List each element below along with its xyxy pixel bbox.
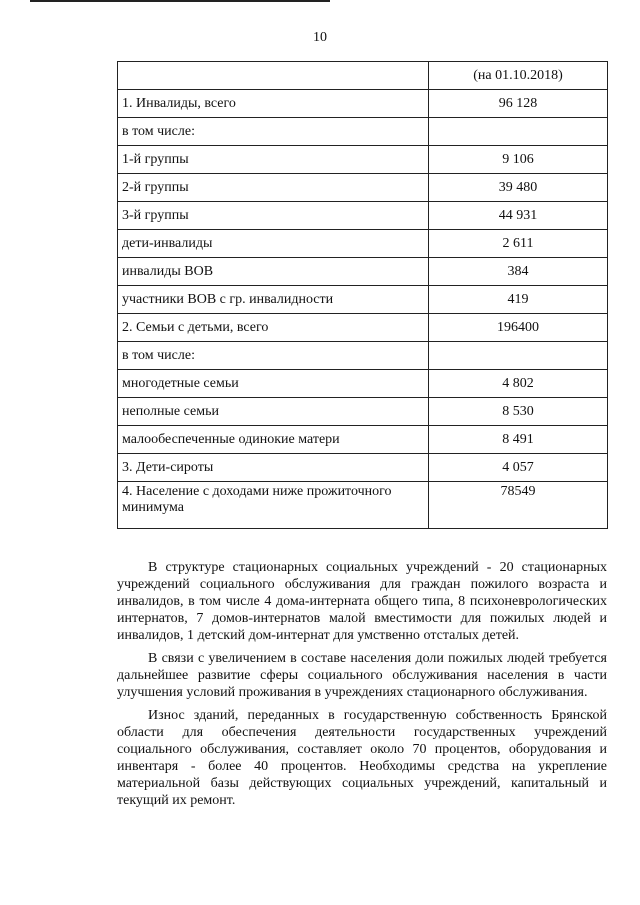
row-value: 8 530	[429, 398, 608, 426]
table-row	[118, 342, 608, 370]
top-rule	[30, 0, 330, 2]
table-row	[118, 118, 608, 146]
row-value: 96 128	[429, 90, 608, 118]
table-header-date: (на 01.10.2018)	[429, 62, 608, 90]
row-value: 4 057	[429, 454, 608, 482]
row-label: 2-й группы	[118, 174, 429, 202]
table-row	[118, 454, 608, 482]
row-label: неполные семьи	[118, 398, 429, 426]
row-value: 419	[429, 286, 608, 314]
row-label: многодетные семьи	[118, 370, 429, 398]
paragraph: Износ зданий, переданных в государственную собственность Брянской области для обеспечения деятельности государственных учреждений социального обслуживания, составляет около 70 процентов, оборудования и инвентаря - более 40 процентов. Необходимы средства на укрепление материальной базы действующих социальных учреждений, капитальный и текущий их ремонт.	[117, 708, 607, 808]
table-header-row	[118, 62, 608, 90]
table-row	[118, 90, 608, 118]
table-row	[118, 398, 608, 426]
table-row	[118, 482, 608, 529]
table-row	[118, 370, 608, 398]
statistics-table	[117, 61, 608, 529]
row-label: в том числе:	[118, 342, 429, 370]
table-row	[118, 230, 608, 258]
row-label: участники ВОВ с гр. инвалидности	[118, 286, 429, 314]
row-label: 3-й группы	[118, 202, 429, 230]
row-value: 2 611	[429, 230, 608, 258]
table-row	[118, 174, 608, 202]
row-label: 4. Население с доходами ниже прожиточного минимума	[118, 482, 429, 529]
row-value: 8 491	[429, 426, 608, 454]
body-text	[117, 559, 607, 815]
row-label: в том числе:	[118, 118, 429, 146]
row-label: инвалиды ВОВ	[118, 258, 429, 286]
table-row	[118, 258, 608, 286]
row-value: 78549	[429, 482, 608, 529]
row-value	[429, 118, 608, 146]
row-value: 196400	[429, 314, 608, 342]
page-number: 10	[313, 30, 327, 45]
paragraph: В связи с увеличением в составе населения доли пожилых людей требуется дальнейшее развитие сферы социального обслуживания населения в части улучшения условий проживания в учреждениях стационарного обслуживания.	[117, 651, 607, 700]
row-label: 1. Инвалиды, всего	[118, 90, 429, 118]
row-label: 3. Дети-сироты	[118, 454, 429, 482]
row-label: 1-й группы	[118, 146, 429, 174]
table-row	[118, 202, 608, 230]
table-row	[118, 426, 608, 454]
paragraph: В структуре стационарных социальных учреждений - 20 стационарных учреждений социального обслуживания для граждан пожилого возраста и инвалидов, в том числе 4 дома-интерната общего типа, 8 психоневрологических интернатов, 7 домов-интернатов малой вместимости для пожилых людей и инвалидов, 1 детский дом-интернат для умственно отсталых детей.	[117, 560, 607, 643]
table-header-empty-cell	[118, 62, 429, 90]
row-value: 9 106	[429, 146, 608, 174]
table-row	[118, 314, 608, 342]
row-label: дети-инвалиды	[118, 230, 429, 258]
row-value: 44 931	[429, 202, 608, 230]
table-row	[118, 286, 608, 314]
row-value: 4 802	[429, 370, 608, 398]
row-label: 2. Семьи с детьми, всего	[118, 314, 429, 342]
row-value: 39 480	[429, 174, 608, 202]
table-row	[118, 146, 608, 174]
row-value	[429, 342, 608, 370]
row-value: 384	[429, 258, 608, 286]
row-label: малообеспеченные одинокие матери	[118, 426, 429, 454]
